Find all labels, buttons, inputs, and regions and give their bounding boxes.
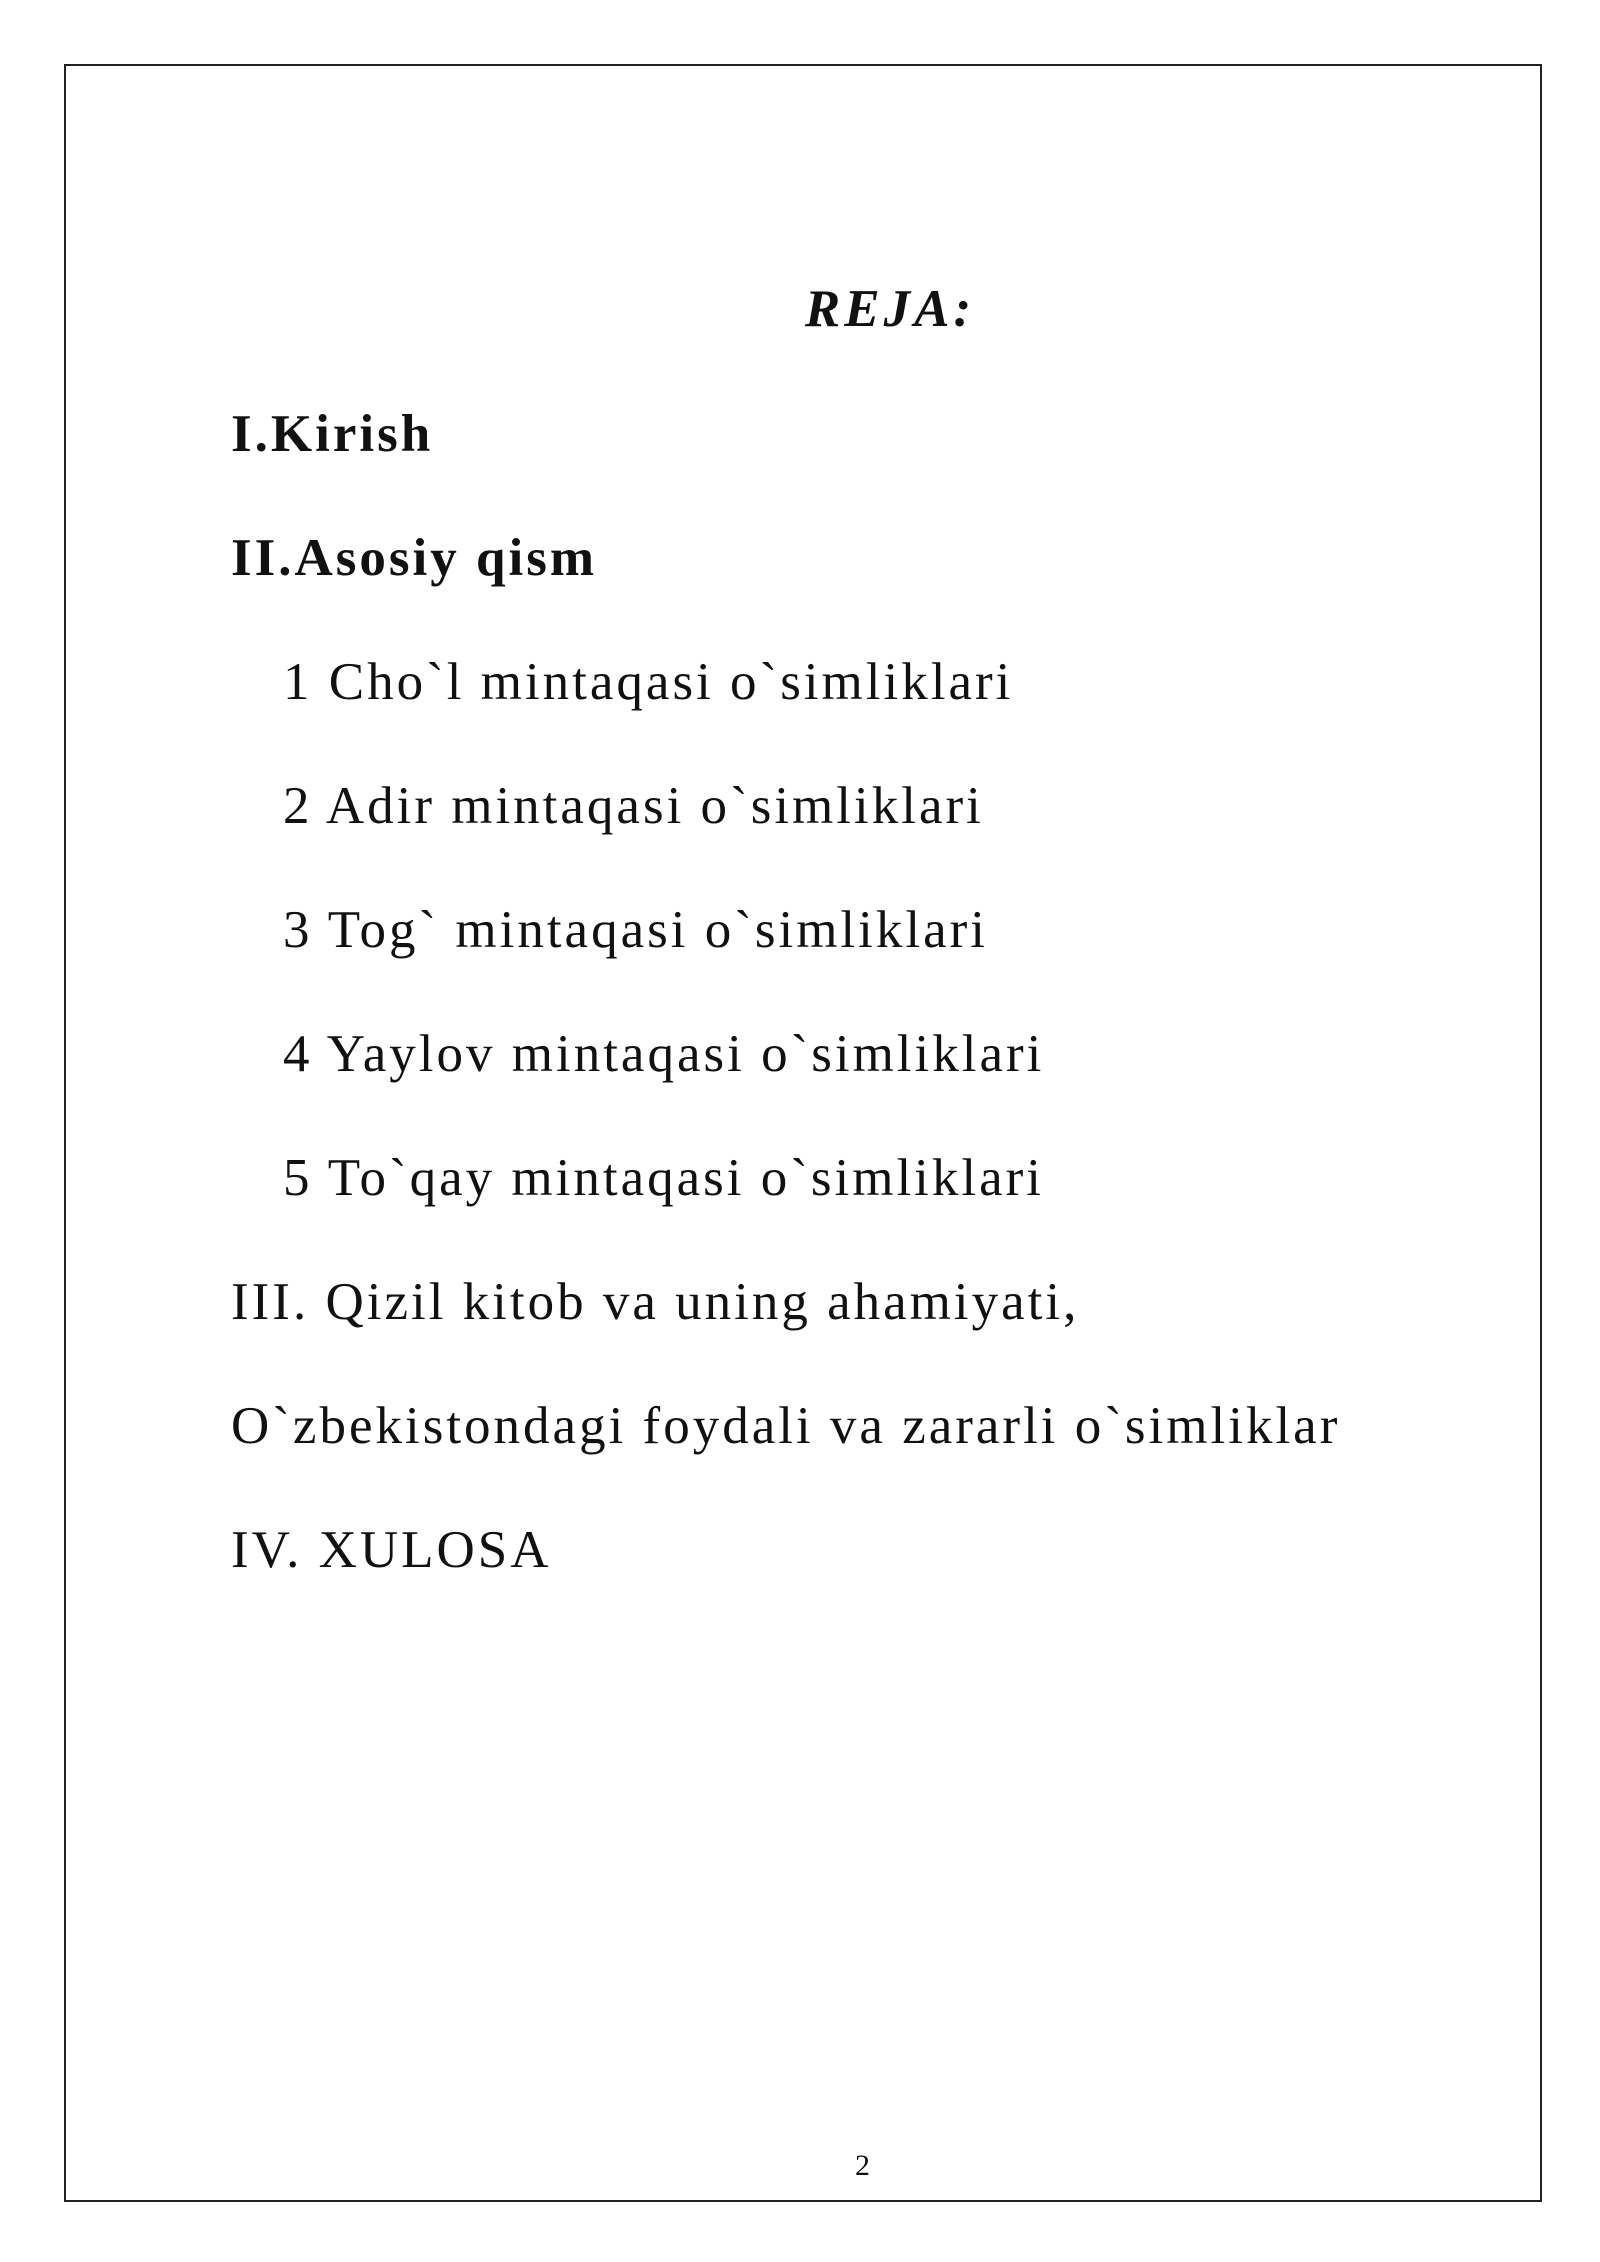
- subsection-3: 3 Tog` mintaqasi o`simliklari: [283, 901, 988, 959]
- section-red-book-continued: O`zbekistondagi foydali va zararli o`simliklar: [231, 1397, 1341, 1455]
- section-red-book: III. Qizil kitob va uning ahamiyati,: [231, 1273, 1080, 1331]
- section-introduction: I.Kirish: [231, 405, 434, 463]
- page-title: REJA:: [804, 280, 976, 338]
- section-main-part: II.Asosiy qism: [231, 529, 597, 587]
- subsection-1: 1 Cho`l mintaqasi o`simliklari: [283, 653, 1014, 711]
- page-number: 2: [855, 2149, 870, 2182]
- section-conclusion: IV. XULOSA: [231, 1521, 552, 1579]
- subsection-2: 2 Adir mintaqasi o`simliklari: [283, 777, 984, 835]
- page-border: [64, 64, 1542, 2202]
- subsection-4: 4 Yaylov mintaqasi o`simliklari: [283, 1025, 1045, 1083]
- subsection-5: 5 To`qay mintaqasi o`simliklari: [283, 1149, 1045, 1207]
